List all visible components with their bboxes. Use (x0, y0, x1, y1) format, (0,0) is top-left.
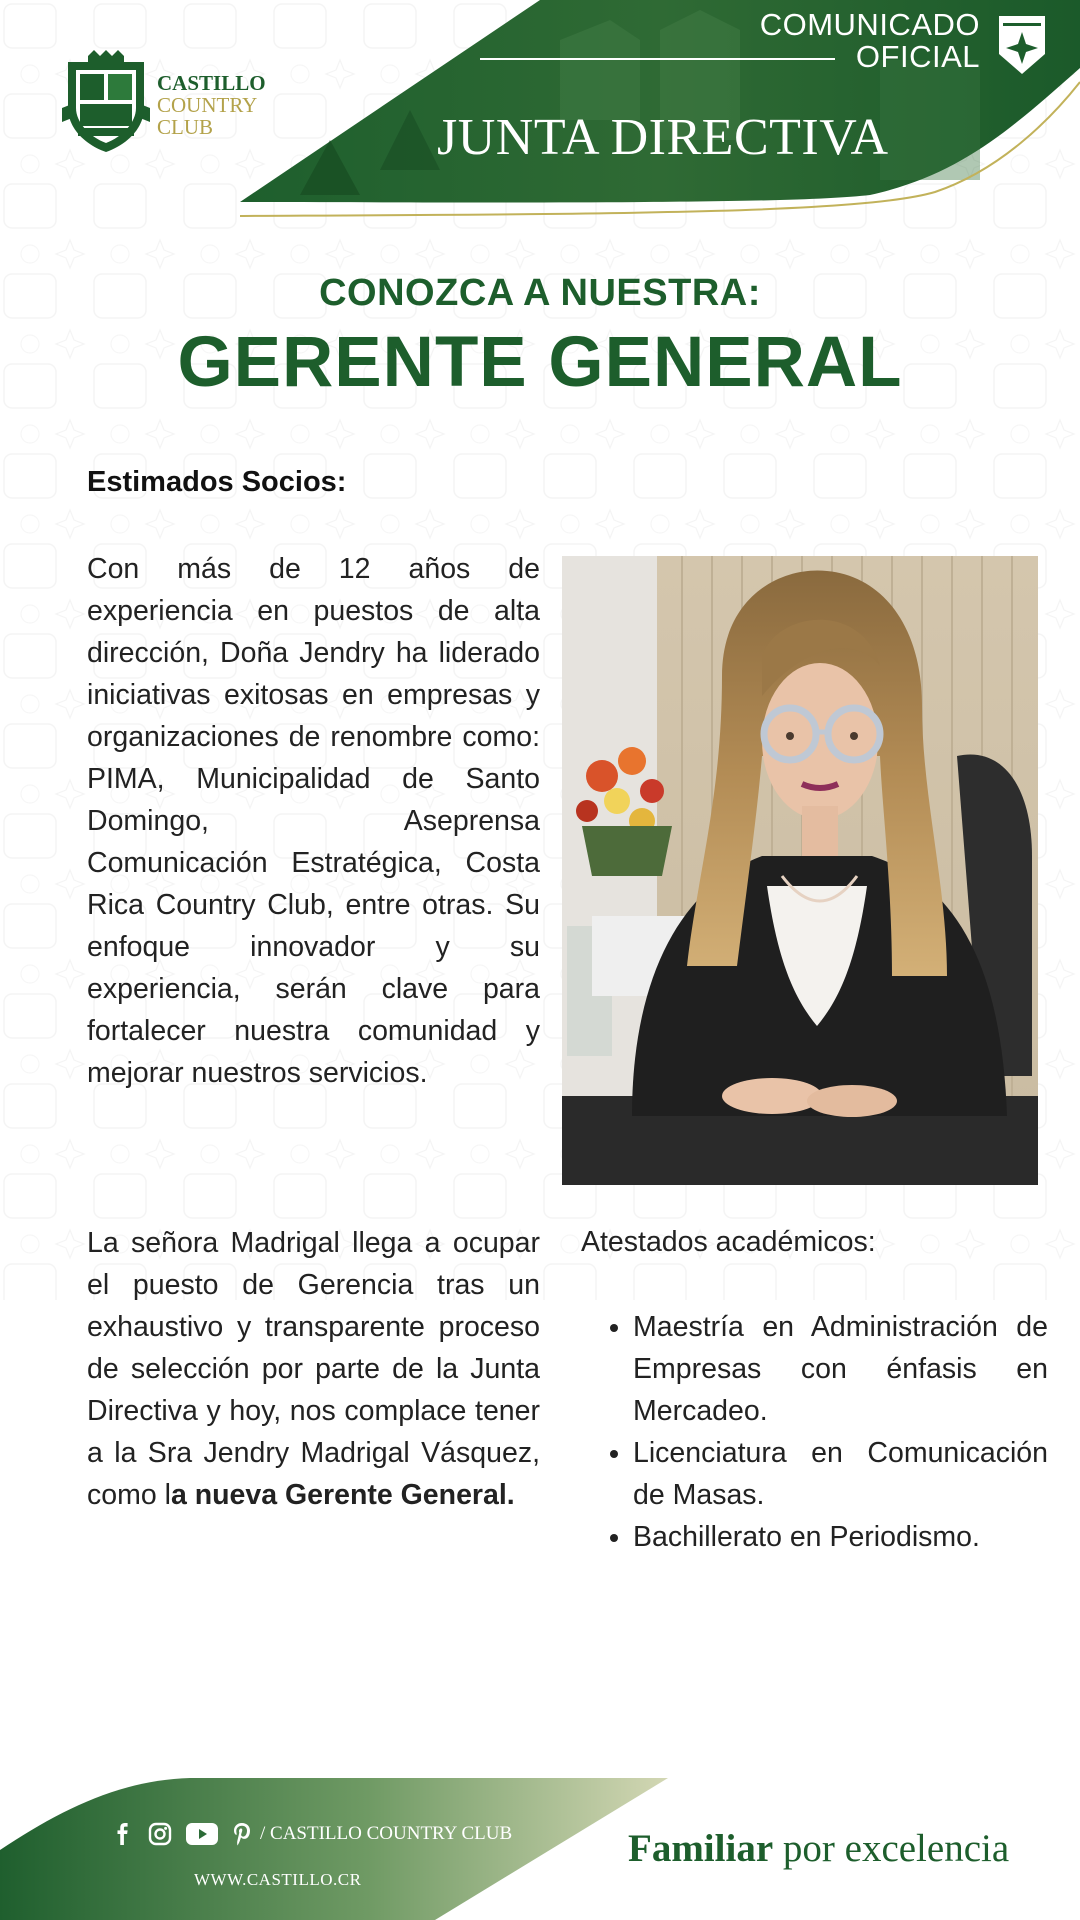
logo-line-castillo: CASTILLO (157, 71, 266, 95)
website-link[interactable]: WWW.CASTILLO.CR (194, 1870, 362, 1889)
social-handle: / CASTILLO COUNTRY CLUB (260, 1823, 513, 1844)
credentials-title: Atestados académicos: (581, 1226, 876, 1258)
tagline-rest: por excelencia (773, 1827, 1010, 1870)
shield-icon (997, 14, 1047, 76)
credential-item: • Licenciatura en Comunicación de Masas. (633, 1432, 1048, 1516)
appointment-emphasis: a nueva Gerente General. (170, 1479, 515, 1511)
general-manager-portrait (562, 556, 1038, 1185)
section-heading: JUNTA DIRECTIVA (437, 109, 889, 166)
headline-subtitle: CONOZCA A NUESTRA: (319, 272, 761, 314)
credentials-list (605, 1306, 1048, 1558)
instagram-icon[interactable] (148, 1822, 172, 1846)
club-logo-wordmark (157, 72, 266, 138)
credential-item: • Bachillerato en Periodismo. (633, 1516, 1048, 1558)
greeting: Estimados Socios: (87, 466, 347, 498)
comunicado-text: COMUNICADO (759, 7, 980, 42)
tagline (628, 1826, 1009, 1871)
social-links (112, 1822, 512, 1846)
headline-title: GERENTE GENERAL (177, 323, 903, 402)
facebook-icon[interactable] (112, 1823, 134, 1845)
logo-line-country: COUNTRY (157, 93, 258, 117)
credential-item: • Maestría en Administración de Empresas con énfasis en Mercadeo. (633, 1306, 1048, 1432)
logo-line-club: CLUB (157, 115, 214, 139)
appointment-text: La señora Madrigal llega a ocupar el puesto de Gerencia tras un exhaustivo y transparente proceso de selección por parte de la Junta Directiva y hoy, nos complace tener a la Sra Jendry Madrigal Vásquez, como l (87, 1227, 540, 1511)
appointment-paragraph (87, 1222, 540, 1516)
intro-paragraph: Con más de 12 años de experiencia en puestos de alta dirección, Doña Jendry ha liderado iniciativas exitosas en empresas y organizaciones de renombre como: PIMA, Municipalidad de Santo Domingo, Aseprensa Comunicación Estratégica, Costa Rica Country Club, entre otras. Su enfoque innovador y su experiencia, serán clave para fortalecer nuestra comunidad y mejorar nuestros servicios. (87, 553, 540, 1089)
official-communication-label (760, 9, 980, 73)
pinterest-icon[interactable] (232, 1822, 252, 1846)
club-crest-logo (58, 48, 154, 154)
header-divider (480, 58, 835, 60)
oficial-text: OFICIAL (855, 39, 980, 74)
tagline-bold: Familiar (628, 1827, 774, 1870)
youtube-icon[interactable] (186, 1822, 218, 1846)
